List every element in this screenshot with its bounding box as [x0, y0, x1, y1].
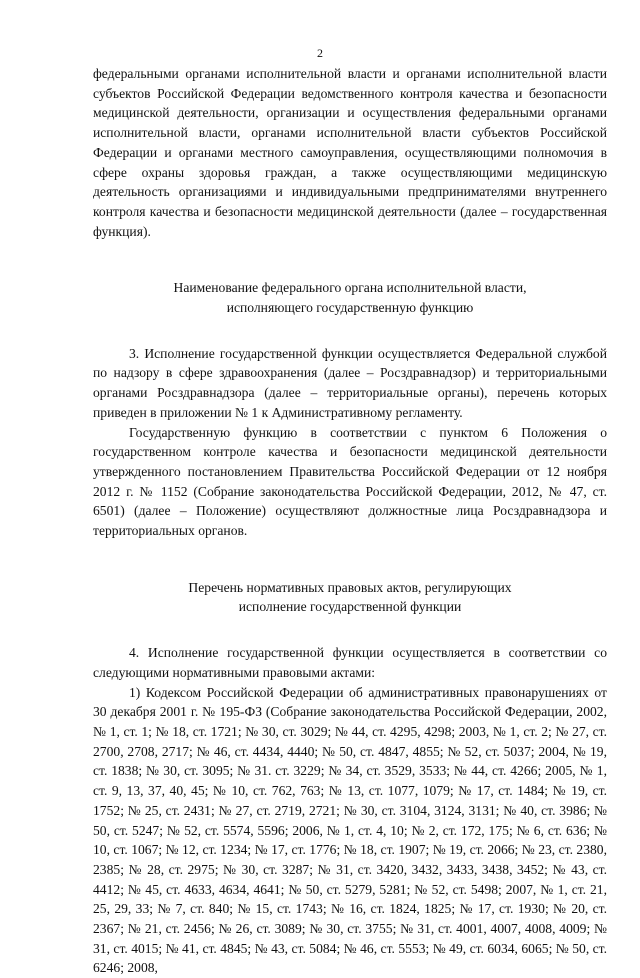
paragraph-list-item-1: 1) Кодексом Российской Федерации об административных правонарушениях от 30 декабря 2001 г. № 195-ФЗ (Собрание законодательства Российской Федерации, 2002, № 1, ст. 1; № 18, ст. 1721; № 30, ст. 3029; № 44, ст. 4295, 4298; 2003, № 1, ст. 2; № 27, ст. 2700, 2708, 2717; № 46, ст. 4434, 4440; № 50, ст. 4847, 4855; № 52, ст. 5037; 2004, № 19, ст. 1838; № 30, ст. 3095; № 31. ст. 3229; № 34, ст. 3529, 3533; № 44, ст. 4266; 2005, № 1, ст. 9, 13, 37, 40, 45; № 10, ст. 762, 763; № 13, ст. 1077, 1079; № 17, ст. 1484; № 19, ст. 1752; № 25, ст. 2431; № 27, ст. 2719, 2721; № 30, ст. 3104, 3124, 3131; № 40, ст. 3986; № 50, ст. 5247; № 52, ст. 5574, 5596; 2006, № 1, ст. 4, 10; № 2, ст. 172, 175; № 6, ст. 636; № 10, ст. 1067; № 12, ст. 1234; № 17, ст. 1776; № 18, ст. 1907; № 19, ст. 2066; № 23, ст. 2380, 2385; № 28, ст. 2975; № 30, ст. 3287; № 31, ст. 3420, 3432, 3433, 3438, 3452; № 43, ст. 4412; № 45, ст. 4633, 4634, 4641; № 50, ст. 5279, 5281; № 52, ст. 5498; 2007, № 1, ст. 21, 25, 29, 33; № 7, ст. 840; № 15, ст. 1743; № 16, ст. 1824, 1825; № 17, ст. 1930; № 20, ст. 2367; № 21, ст. 2456; № 26, ст. 3089; № 30, ст. 3755; № 31, ст. 4001, 4007, 4008, 4009; № 31, ст. 4015; № 41, ст. 4845; № 43, ст. 5084; № 46, ст. 5553; № 49, ст. 6034, 6065; № 50, ст. 6246; 2008,	[93, 684, 607, 976]
section-heading-line: исполняющего государственную функцию	[226, 300, 474, 316]
section-heading-authority	[93, 278, 607, 317]
section-heading-line: Перечень нормативных правовых актов, регулирующих	[188, 579, 512, 595]
section-heading-line: исполнение государственной функции	[238, 599, 462, 615]
paragraph-positions: Государственную функцию в соответствии с пунктом 6 Положения о государственном контроле качества и безопасности медицинской деятельности утвержденного постановлением Правительства Российской Федерации от 12 ноября 2012 г. № 1152 (Собрание законодательства Российской Федерации, 2012, № 47, ст. 6501) (далее – Положение) осуществляют должностные лица Росздравнадзора и территориальных органов.	[93, 424, 607, 539]
paragraph-4: 4. Исполнение государственной функции осуществляется в соответствии со следующими нормативными правовыми актами:	[93, 645, 607, 680]
intro-paragraph: федеральными органами исполнительной власти и органами исполнительной власти субъектов Российской Федерации ведомственного контроля качества и безопасности медицинской деятельности, организации и осуществления федеральными органами исполнительной власти, органами исполнительной власти субъектов Российской Федерации и органами местного самоуправления, осуществляющими полномочия в сфере охраны здоровья граждан, а также осуществляющими медицинскую деятельность организациями и индивидуальными предпринимателями внутреннего контроля качества и безопасности медицинской деятельности (далее – государственная функция).	[93, 66, 607, 239]
section-heading-legal-acts	[93, 578, 607, 617]
paragraph-3: 3. Исполнение государственной функции осуществляется Федеральной службой по надзору в сфере здравоохранения (далее – Росздравнадзор) и территориальными органами Росздравнадзора (далее – территориальные органы), перечень которых приведен в приложении № 1 к Административному регламенту.	[93, 345, 607, 420]
section-heading-line: Наименование федерального органа исполнительной власти,	[173, 280, 527, 296]
document-body	[93, 64, 607, 978]
page-number: 2	[317, 46, 323, 60]
